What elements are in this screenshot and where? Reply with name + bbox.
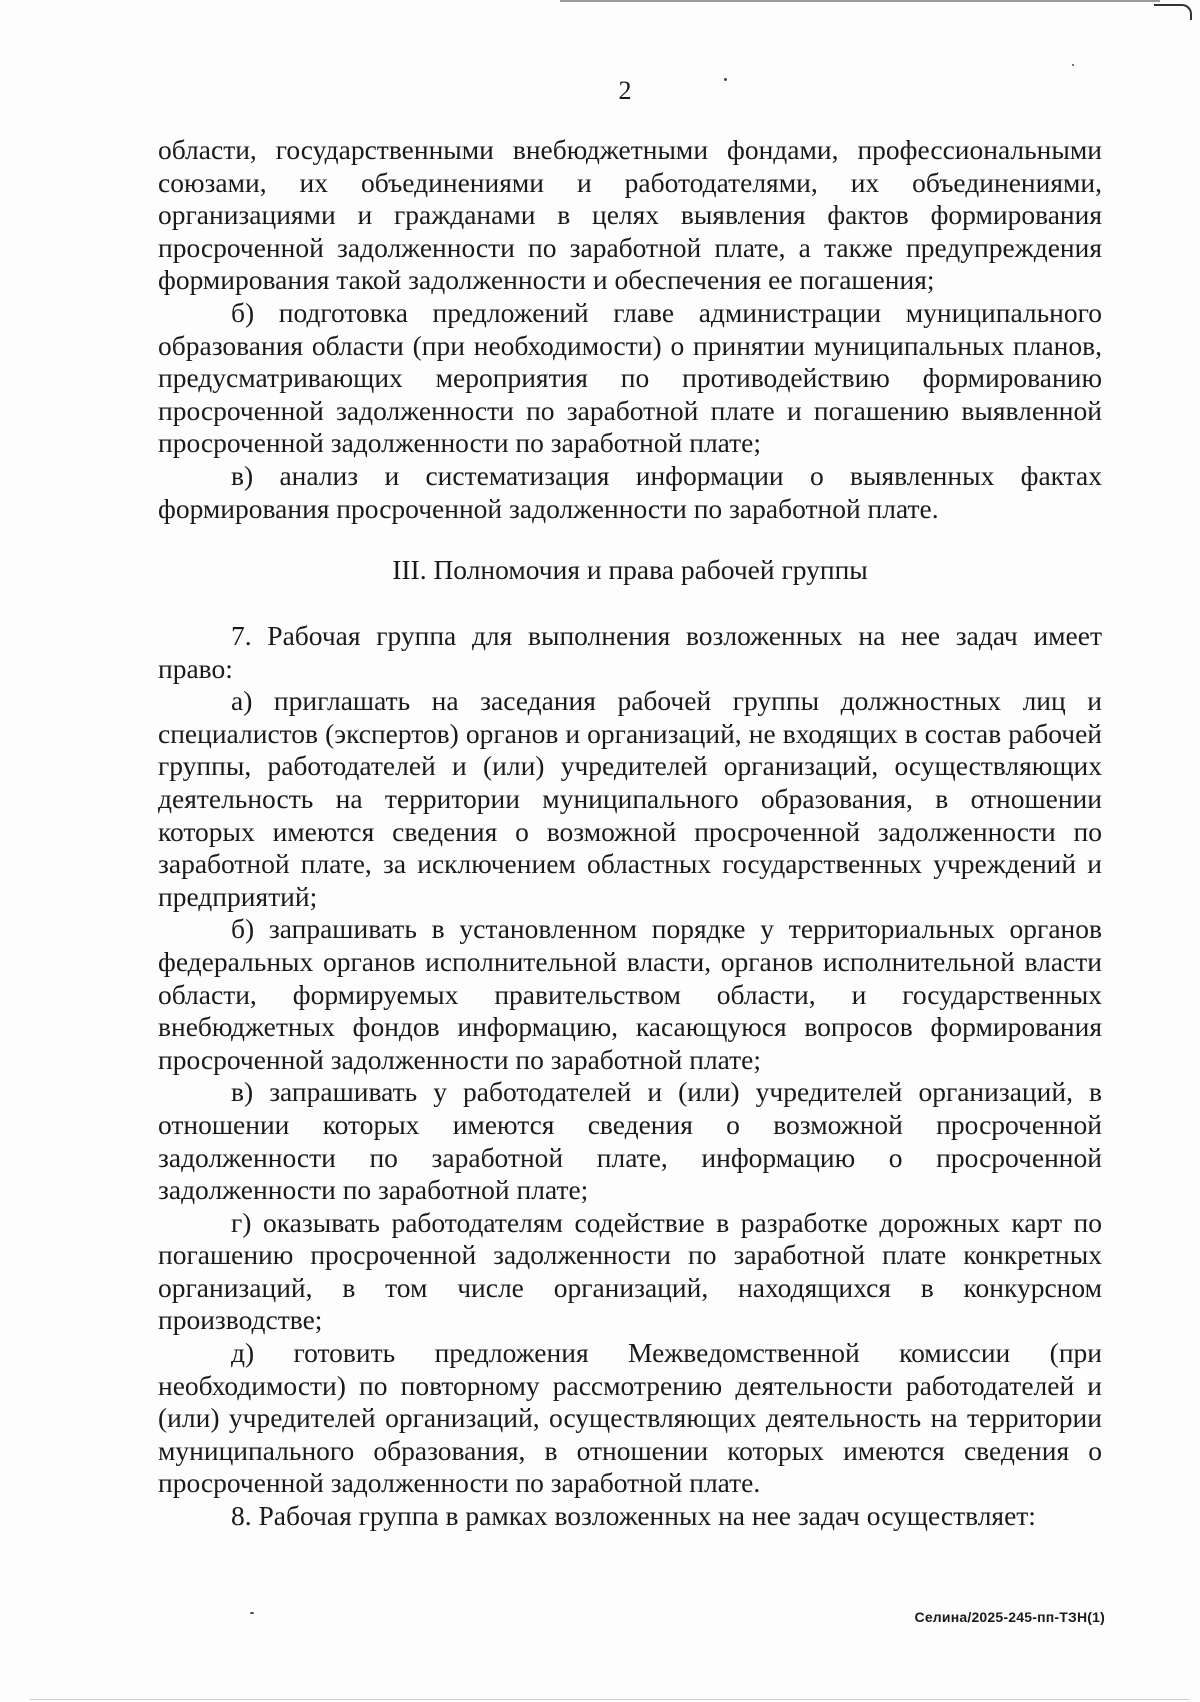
paragraph-clause-8: 8. Рабочая группа в рамках возложенных на нее задач осуществляет:: [231, 1500, 1036, 1532]
scan-speck: [1072, 64, 1074, 66]
paragraph-item-g: г) оказывать работодателям содействие в разработке дорожных карт по погашению просроченной задолженности по заработной плате конкретных организаций, в том числе организаций, находящихся в конкурсном производстве;: [158, 1206, 1102, 1336]
page-number: 2: [618, 76, 632, 105]
body-text-before-heading: [158, 134, 1102, 525]
scan-corner-mark: [1154, 4, 1192, 20]
paragraph-item-d: д) готовить предложения Межведомственной комиссии (при необходимости) по повторному рассмотрению деятельности работодателей и (или) учредителей организаций, осуществляющих деятельность на территории муниципального образования, в отношении которых имеются сведения о просроченной задолженности по заработной плате.: [158, 1337, 1102, 1499]
paragraph-item-a: а) приглашать на заседания рабочей группы должностных лиц и специалистов (экспертов) органов и организаций, не входящих в состав рабочей группы, работодателей и (или) учредителей организаций, осуществляющих деятельность на территории муниципального образования, в отношении которых имеются сведения о возможной просроченной задолженности по заработной плате, за исключением областных государственных учреждений и предприятий;: [158, 685, 1102, 912]
paragraph-item-b: б) запрашивать в установленном порядке у территориальных органов федеральных органов исполнительной власти, органов исполнительной власти области, формируемых правительством области, и государственных внебюджетных фондов информацию, касающуюся вопросов формирования просроченной задолженности по заработной плате;: [158, 913, 1102, 1075]
scan-bottom-edge-line: [30, 1699, 1190, 1700]
body-text-after-heading: [158, 620, 1102, 1533]
paragraph-continuation: области, государственными внебюджетными фондами, профессиональными союзами, их объединениями и работодателями, их объединениями, организациями и гражданами в целях выявления фактов формирования просроченной задолженности по заработной плате, а также предупреждения формирования такой задолженности и обеспечения ее погашения;: [158, 134, 1102, 296]
paragraph-item-v: в) анализ и систематизация информации о выявленных фактах формирования просроченной задолженности по заработной плате.: [158, 459, 1102, 524]
section-heading: III. Полномочия и права рабочей группы: [392, 554, 868, 585]
paragraph-clause-7: 7. Рабочая группа для выполнения возложенных на нее задач имеет право:: [158, 620, 1102, 684]
paragraph-item-b: б) подготовка предложений главе администрации муниципального образования области (при необходимости) о принятии муниципальных планов, предусматривающих мероприятия по противодействию формированию просроченной задолженности по заработной плате и погашению выявленной просроченной задолженности по заработной плате;: [158, 296, 1102, 459]
scan-speck: [250, 1612, 254, 1614]
paragraph-item-v: в) запрашивать у работодателей и (или) учредителей организаций, в отношении которых имеются сведения о возможной просроченной задолженности по заработной плате, информацию о просроченной задолженности по заработной плате;: [158, 1076, 1102, 1206]
scan-top-edge-line: [560, 0, 1160, 2]
document-code: Селина/2025-245-пп-ТЗН(1): [914, 1609, 1105, 1625]
scan-speck: [724, 78, 727, 81]
